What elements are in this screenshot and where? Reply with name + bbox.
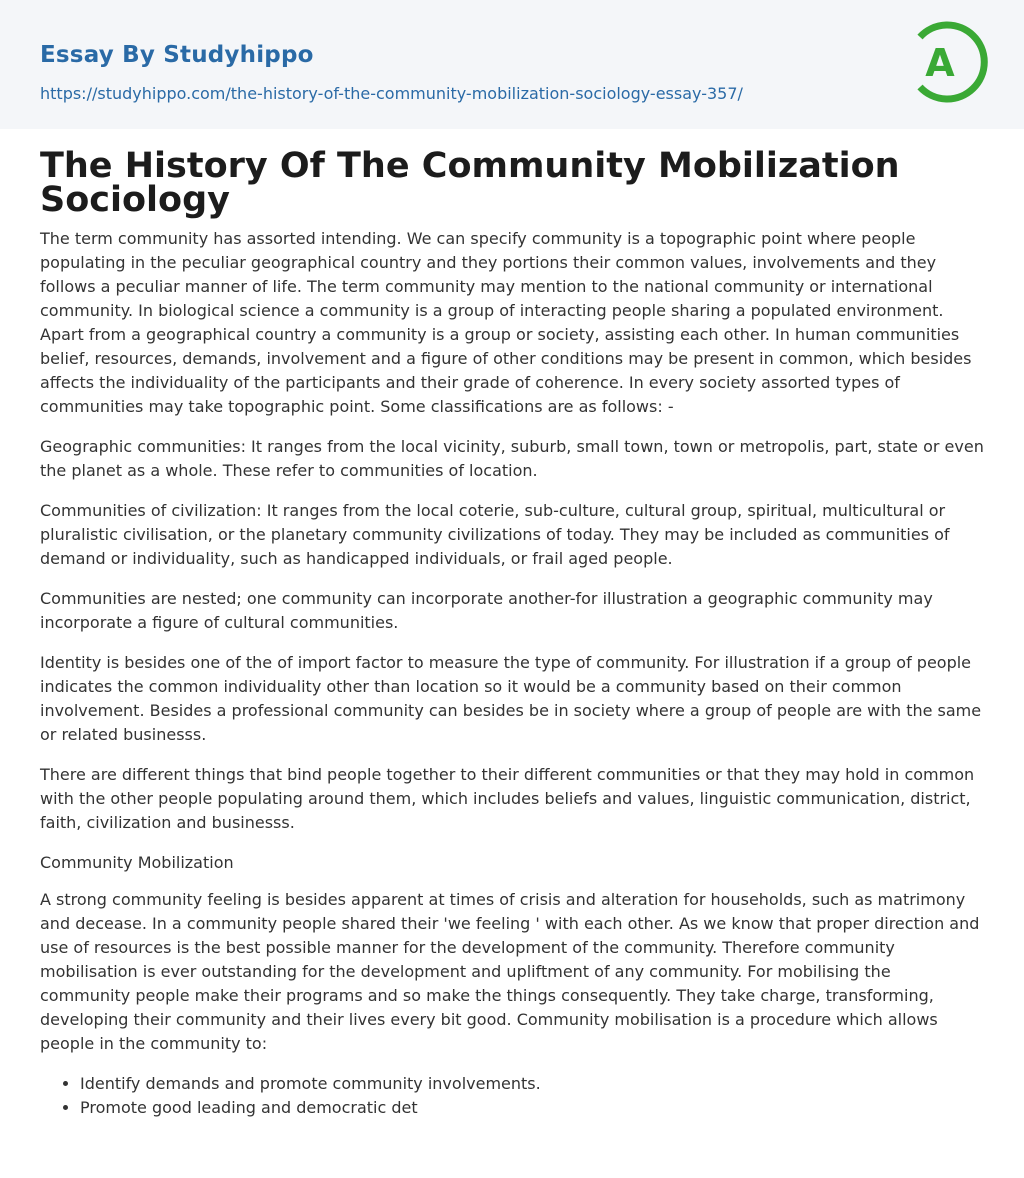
studyhippo-logo-icon[interactable] [910, 17, 988, 107]
section-subheading: Community Mobilization [40, 853, 234, 872]
logo-letter: A [925, 41, 955, 85]
article [0, 146, 1024, 1120]
site-header [0, 0, 1024, 129]
list-item: • Promote good leading and democratic det [80, 1096, 984, 1120]
paragraph: Identity is besides one of the of import factor to measure the type of community. For illustration if a group of people indicates the common individuality other than location so it would be a community based on their common involvement. Besides a professional community can besides be in society where a group of people are with the same or related businesss. [40, 653, 982, 744]
page-title: The History Of The Community Mobilization Sociology [40, 146, 900, 220]
bullet-list [40, 1072, 984, 1120]
paragraph: Communities of civilization: It ranges from the local coterie, sub-culture, cultural group, spiritual, multicultural or pluralistic civilisation, or the planetary community civilizations of today. They may be included as communities of demand or individuality, such as handicapped individuals, or frail aged people. [40, 501, 950, 568]
paragraph: A strong community feeling is besides apparent at times of crisis and alteration for households, such as matrimony and decease. In a community people shared their 'we feeling ' with each other. As we know that proper direction and use of resources is the best possible manner for the development of the community. Therefore community mobilisation is ever outstanding for the development and upliftment of any community. For mobilising the community people make their programs and so make the things consequently. They take charge, transforming, developing their community and their lives every bit good. Community mobilisation is a procedure which allows people in the community to: [40, 890, 980, 1053]
paragraph: There are different things that bind people together to their different communities or that they may hold in common with the other people populating around them, which includes beliefs and values, linguistic communication, district, faith, civilization and businesss. [40, 765, 975, 832]
list-item: • Identify demands and promote community involvements. [80, 1072, 984, 1096]
essay-url-link[interactable]: https://studyhippo.com/the-history-of-the-community-mobilization-sociology-essay-357/ [40, 84, 743, 103]
paragraph: Geographic communities: It ranges from the local vicinity, suburb, small town, town or metropolis, part, state or even the planet as a whole. These refer to communities of location. [40, 437, 984, 480]
paragraph: The term community has assorted intending. We can specify community is a topographic point where people populating in the peculiar geographical country and they portions their common values, involvements and they follows a peculiar manner of life. The term community may mention to the national community or international community. In biological science a community is a group of interacting people sharing a populated environment. Apart from a geographical country a community is a group or society, assisting each other. In human communities belief, resources, demands, involvement and a figure of other conditions may be present in common, which besides affects the individuality of the participants and their grade of coherence. In every society assorted types of communities may take topographic point. Some classifications are as follows: - [40, 229, 972, 416]
site-brand[interactable]: Essay By Studyhippo [40, 42, 314, 68]
paragraph: Communities are nested; one community can incorporate another-for illustration a geographic community may incorporate a figure of cultural communities. [40, 589, 933, 632]
